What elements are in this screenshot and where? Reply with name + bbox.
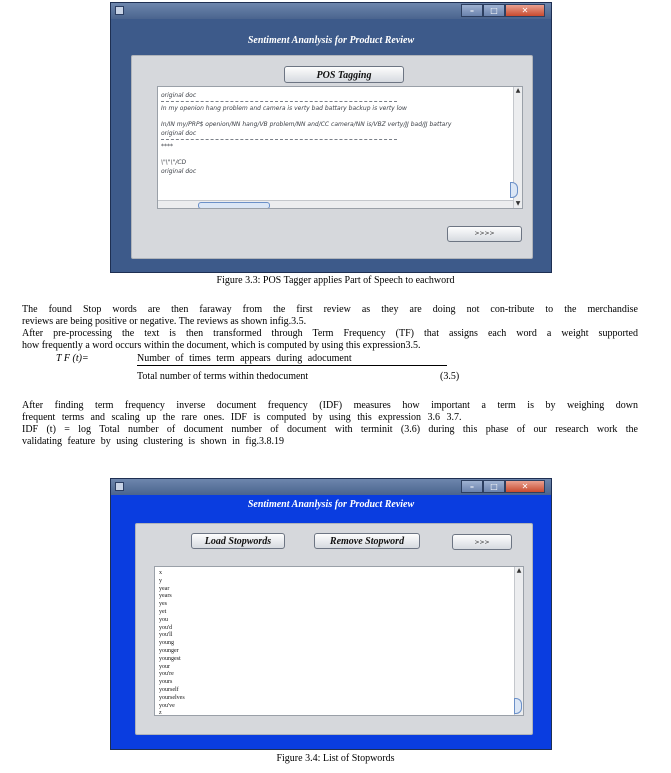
- vertical-scroll-thumb[interactable]: [510, 182, 518, 198]
- pos-output-line: [161, 151, 451, 158]
- main-panel: [135, 523, 533, 735]
- pos-tagger-window: [110, 2, 552, 273]
- scroll-up-icon[interactable]: ▲: [516, 567, 522, 574]
- stopword-item: you're: [159, 671, 174, 678]
- separator-line: [161, 139, 397, 140]
- paragraph-line: validating feature by using clustering is shown in fig.3.8.19: [22, 436, 285, 447]
- paragraph-line: After finding term frequency inverse document frequency (IDF) measures how important a term is by weighing down: [22, 400, 638, 411]
- paragraph-line: frequent terms and scaling up the rare ones. IDF is computed by using this expression 3.6 3.7.: [22, 412, 462, 423]
- maximize-icon[interactable]: □: [483, 480, 505, 493]
- maximize-icon[interactable]: □: [483, 4, 505, 17]
- stopwords-textarea[interactable]: [154, 566, 524, 716]
- close-icon[interactable]: ✕: [505, 4, 545, 17]
- pos-output-textarea[interactable]: [157, 86, 523, 209]
- separator-line: [161, 101, 397, 102]
- stopword-item: younger: [159, 647, 179, 654]
- figure-3-3-caption: Figure 3.3: POS Tagger applies Part of Speech to eachword: [216, 275, 455, 286]
- paragraph-tf: [22, 328, 638, 352]
- app-icon: [115, 482, 124, 491]
- figure-3-4-caption: Figure 3.4: List of Stopwords: [276, 753, 395, 764]
- vertical-scrollbar[interactable]: [514, 567, 523, 715]
- pos-output-line: original doc: [161, 168, 197, 175]
- stopword-item: yourselves: [159, 694, 185, 701]
- vertical-scroll-thumb[interactable]: [514, 698, 522, 714]
- pos-output-line: In/IN my/PRP$ openion/NN hang/VB problem/NN and/CC camera/NN is/VBZ verty/JJ bad/JJ battary: [161, 121, 452, 128]
- pos-output-line: \"\"\"/CD: [161, 159, 187, 166]
- paragraph-line: The found Stop words are then faraway from the first review as they are doing not con-tribute to the merchandise: [22, 304, 638, 315]
- stopword-item: z: [159, 710, 162, 716]
- stopword-item: youngest: [159, 655, 181, 662]
- stopwords-window: [110, 478, 552, 750]
- stopword-item: year: [159, 585, 170, 592]
- paragraph-line: IDF (t) = log Total number of document number of document with terminit (3.6) during this phase of our research work the: [22, 424, 638, 435]
- stopword-item: young: [159, 640, 174, 647]
- stopword-item: you'll: [159, 632, 173, 639]
- minimize-icon[interactable]: –: [461, 480, 483, 493]
- stopword-item: yet: [159, 608, 167, 615]
- pos-output-line: original doc: [161, 92, 197, 99]
- scroll-down-icon[interactable]: ▼: [515, 200, 521, 207]
- main-panel: [131, 55, 533, 259]
- app-icon: [115, 6, 124, 15]
- remove-stopword-button[interactable]: Remove Stopword: [314, 533, 420, 549]
- stopword-item: you'd: [159, 624, 173, 631]
- pos-tagging-button[interactable]: POS Tagging: [284, 66, 404, 83]
- window-titlebar: [111, 479, 551, 495]
- close-icon[interactable]: ✕: [505, 480, 545, 493]
- pos-output-line: ****: [161, 143, 173, 150]
- paragraph-idf: [22, 400, 638, 448]
- stopword-item: your: [159, 663, 170, 670]
- paragraph-line: After pre-processing the text is then transformed through Term Frequency (TF) that assigns each word a weight supported: [22, 328, 638, 339]
- next-button[interactable]: >>>: [452, 534, 512, 550]
- load-stopwords-button[interactable]: Load Stopwords: [191, 533, 285, 549]
- pos-output-lines: [161, 91, 451, 176]
- stopwords-list: [159, 570, 185, 716]
- minimize-icon[interactable]: –: [461, 4, 483, 17]
- stopword-item: yourself: [159, 686, 179, 693]
- app-title: Sentiment Ananlysis for Product Review: [247, 499, 415, 510]
- stopword-item: you've: [159, 702, 175, 709]
- stopword-item: x: [159, 570, 162, 576]
- next-button[interactable]: >>>>: [447, 226, 522, 242]
- window-titlebar: [111, 3, 551, 19]
- pos-output-line: original doc: [161, 130, 197, 137]
- formula-equation-number: (3.5): [440, 371, 460, 382]
- stopword-item: years: [159, 593, 172, 600]
- pos-output-line: [161, 113, 451, 120]
- horizontal-scroll-thumb[interactable]: [198, 202, 270, 209]
- paragraph-stopwords: [22, 304, 638, 328]
- formula-denominator: Total number of terms within thedocument: [137, 371, 309, 382]
- stopword-item: you: [159, 616, 168, 623]
- paragraph-line: how frequently a word occurs within the document, which is computed by using this expression3.5.: [22, 340, 421, 351]
- stopword-item: yours: [159, 679, 173, 686]
- app-title: Sentiment Ananlysis for Product Review: [247, 35, 415, 46]
- paragraph-line: reviews are being positive or negative. The reviews as shown infig.3.5.: [22, 316, 307, 327]
- formula-numerator: Number of times term appears during adocument: [137, 353, 447, 366]
- formula-lhs: T F (t)=: [56, 353, 89, 364]
- horizontal-scrollbar[interactable]: [158, 200, 513, 208]
- stopword-item: y: [159, 577, 162, 584]
- stopword-item: yes: [159, 601, 167, 608]
- scroll-up-icon[interactable]: ▲: [515, 87, 521, 94]
- pos-output-line: In my openion hang problem and camera is verty bad battary backup is verty low: [161, 105, 407, 112]
